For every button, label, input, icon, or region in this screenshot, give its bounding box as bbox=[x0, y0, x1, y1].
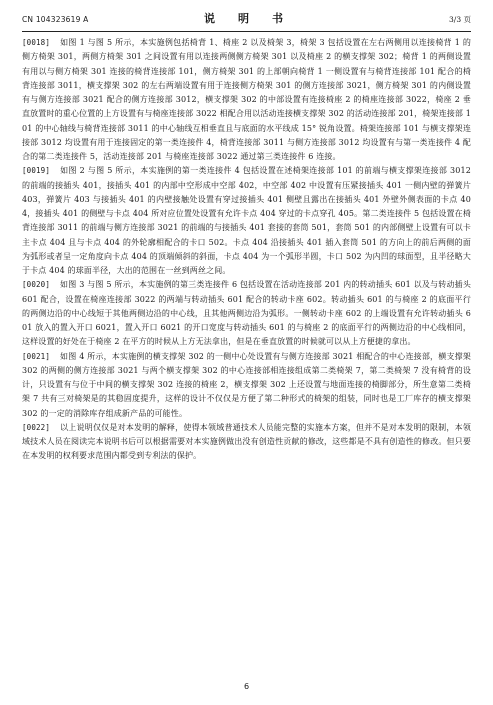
page-header bbox=[22, 10, 471, 28]
paragraph-0018 bbox=[22, 36, 471, 164]
paragraph-0022 bbox=[22, 421, 471, 464]
paragraph-0021 bbox=[22, 350, 471, 421]
paragraph-text: 如图 1 与图 5 所示，本实施例包括椅背 1、椅座 2 以及椅架 3，椅架 3 包括设置在左右两侧用以连接椅背 1 的侧方椅架 301，两侧方椅架 301 之间设置有用以连接两侧侧方椅架 301 以及椅座 2 的横支撑架 302；椅背 1 的两侧设置有用以与侧方椅架 301 连接的椅背连接部 101，侧方椅架 301 的上部朝向椅背 1 一侧设置有与椅背连接部 101 配合的椅背连接部 3011，横支撑架 302 的左右两端设置有用于连接侧方椅架 301 的侧方连接部 3021，侧方椅架 301 的内侧设置有与侧方连接部 3021 配合的侧方连接部 3012，横支撑架 302 的中部设置有连接椅座 2 的椅座连接部 3022，椅座 2 垂直放置时的重心位置的上方设置有与椅座连接部 3022 相配合用以活动连接横支撑架 302 的活动连接部 201，椅架连接部 101 的中心轴线与椅背连接部 3011 的中心轴线互相垂直且与底面的水平线成 15° 锐角设置。椅架连接部 101 与横支撑架连接部 3012 均设置有用于连接固定的第一类连接件 4，椅背连接部 3011 与侧方连接部 3012 均设置有与第一类连接件 4 配合的第二类连接件 5，活动连接部 201 与椅座连接部 3022 通过第三类连接件 6 连接。 bbox=[22, 38, 471, 161]
description-body bbox=[22, 36, 471, 464]
paragraph-number: [0018] bbox=[22, 38, 50, 47]
page-title: 说 明 书 bbox=[204, 12, 289, 25]
paragraph-number: [0022] bbox=[22, 422, 50, 432]
page-fraction: 3/3 页 bbox=[449, 15, 471, 24]
paragraph-text: 如图 4 所示，本实施例的横支撑架 302 的一侧中心处设置有与侧方连接部 3021 相配合的中心连接部，横支撑架 302 的两侧的侧方连接部 3021 与两个横支撑架 302 的中心连接部相连接组成第二类椅架 7，第二类椅架 7 没有椅背的设计，只设置有与位于中间的横支撑架 302 连接的椅座 2，横支撑架 302 上还设置与地面连接的椅脚部分，所生意第二类椅架 7 共有三对椅架是的其稳固度提升，这样的设计不仅仅是方便了第二种形式的椅架的组装，同时也是工厂库存的横支撑架 302 的一定的消除库存组成新产品的可能性。 bbox=[22, 351, 471, 418]
paragraph-text: 如图 2 与图 5 所示，本实施例的第一类连接件 4 包括设置在述椅架连接部 101 的前端与横支撑架连接部 3012 的前端的接插头 401，接插头 401 的内部中空形成中空部 402，中空部 402 中设置有压紧接插头 401 一侧内壁的弹簧片 403，弹簧片 403 与接插头 401 的内壁接触处设置有穿过接插头 401 侧壁且露出在接插头 401 外壁外侧表面的卡点 404，接插头 401 的侧壁与卡点 404 所对应位置处设置有允许卡点 404 穿过的卡点穿孔 405。第二类连接件 5 包括设置在椅背连接部 3011 的前端与侧方连接部 3021 的前端的与接插头 401 套接的套筒 501，套筒 501 的内部侧壁上设置有可以卡主卡点 404 且与卡点 404 的外轮廓相配合的卡口 502。卡点 404 沿接插头 401 插入套筒 501 的方向上的前后两侧的面为弧形或者呈一定角度向卡点 404 的顶端倾斜的斜面，卡点 404 为一个弧形半圆，卡口 502 为内凹的球面型，且半径略大于卡点 404 的球面半径，大出的范围在一丝到两丝之间。 bbox=[22, 166, 471, 275]
paragraph-number: [0019] bbox=[22, 166, 50, 176]
header-rule bbox=[22, 31, 471, 32]
paragraph-text: 如图 3 与图 5 所示，本实施例的第三类连接件 6 包括设置在活动连接部 201 内的转动插头 601 以及与转动插头 601 配合，设置在椅座连接部 3022 的两端与转动插头 601 配合的转动卡座 602。转动插头 601 的与椅座 2 的底面平行的两侧边沿的中心线短于其他两侧边沿的中心线，且其他两侧边沿为弧形。一侧转动卡座 602 的上端设置有允许转动插头 601 放入的置入开口 6021，置入开口 6021 的开口宽度与转动插头 601 的与椅座 2 的底面平行的两侧边沿的中心线相同，这样设置的好处在于椅座 2 在平方的时候从上方无法拿出，但是在垂直放置的时候就可以从上方便捷的拿出。 bbox=[22, 280, 471, 347]
paragraph-number: [0020] bbox=[22, 280, 50, 290]
page-number: 6 bbox=[243, 682, 250, 691]
paragraph-text: 以上说明仅仅是对本发明的解释，使得本领域普通技术人员能完整的实施本方案，但并不是对本发明的限制，本领域技术人员在阅读完本说明书后可以根据需要对本实施例做出没有创造性贡献的修改，这些都是不具有创造性的修改。但只要在本发明的权利要求范围内都受到专利法的保护。 bbox=[22, 422, 471, 461]
paragraph-number: [0021] bbox=[22, 351, 50, 361]
paragraph-0019 bbox=[22, 164, 471, 278]
patent-number: CN 104323619 A bbox=[22, 15, 89, 24]
paragraph-0020 bbox=[22, 278, 471, 349]
